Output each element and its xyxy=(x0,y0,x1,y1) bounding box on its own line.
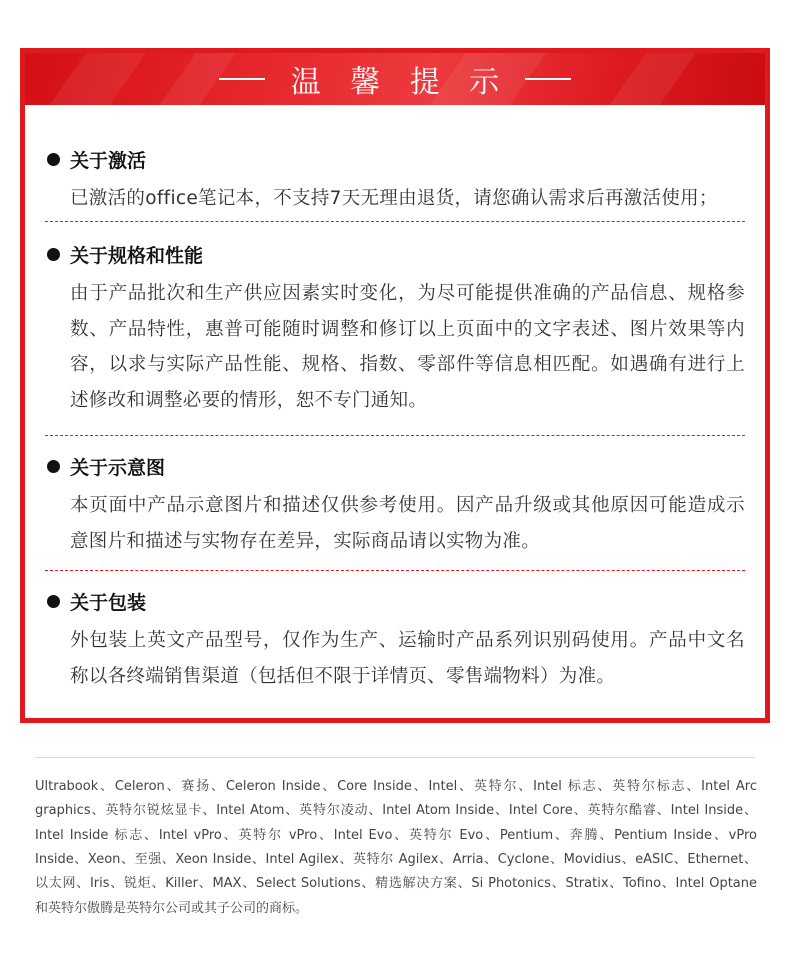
divider xyxy=(45,570,745,571)
notice-box xyxy=(20,48,770,723)
banner-line-right xyxy=(525,78,571,80)
section-activation xyxy=(45,146,745,217)
banner-title xyxy=(25,53,765,105)
trademark-line: Ultrabook、Celeron、赛扬、Celeron Inside、Core Inside、Intel、英特尔、Intel 标志、英特尔标志、Intel Arc xyxy=(35,779,757,794)
section-title: 关于规格和性能 xyxy=(70,244,204,267)
section-packaging xyxy=(45,588,745,694)
trademark-notice xyxy=(35,775,757,896)
divider xyxy=(45,435,745,436)
trademark-line: graphics、英特尔锐炫显卡、Intel Atom、英特尔凌动、Intel Atom Inside、Intel Core、英特尔酷睿、Intel Inside、 xyxy=(35,803,757,819)
banner xyxy=(25,53,765,105)
section-body: 外包装上英文产品型号，仅作为生产、运输时产品系列识别码使用。产品中文名称以各终端销售渠道（包括但不限于详情页、零售端物料）为准。 xyxy=(70,630,745,687)
trademark-line: Inside、Xeon、至强、Xeon Inside、Intel Agilex、英特尔 Agilex、Arria、Cyclone、Movidius、eASIC、Ethernet、 xyxy=(35,851,757,867)
section-body: 已激活的office笔记本，不支持7天无理由退货，请您确认需求后再激活使用； xyxy=(70,188,718,209)
trademark-line: Intel Inside 标志、Intel vPro、英特尔 vPro、Intel Evo、英特尔 Evo、Pentium、奔腾、Pentium Inside、vPro xyxy=(35,827,757,843)
trademark-last-line: 和英特尔傲腾是英特尔公司或其子公司的商标。 xyxy=(35,901,309,916)
bullet-icon xyxy=(47,595,60,608)
divider xyxy=(45,221,745,222)
trademark-line: 以太网、Iris、锐炬、Killer、MAX、Select Solutions、精选解决方案、Si Photonics、Stratix、Tofino、Intel Optane xyxy=(35,876,757,892)
bullet-icon xyxy=(47,153,60,166)
footer-rule xyxy=(35,757,755,758)
section-title: 关于激活 xyxy=(70,149,147,172)
section-specs xyxy=(45,241,745,418)
section-body: 由于产品批次和生产供应因素实时变化，为尽可能提供准确的产品信息、规格参数、产品特性，惠普可能随时调整和修订以上页面中的文字表述、图片效果等内容，以求与实际产品性能、规格、指数、零部件等信息相匹配。如遇确有进行上述修改和调整必要的情形，恕不专门通知。 xyxy=(70,283,745,411)
bullet-icon xyxy=(47,248,60,261)
section-body: 本页面中产品示意图片和描述仅供参考使用。因产品升级或其他原因可能造成示意图片和描述与实物存在差异，实际商品请以实物为准。 xyxy=(70,495,745,552)
bullet-icon xyxy=(47,460,60,473)
section-title: 关于示意图 xyxy=(70,456,166,479)
banner-title-text: 温 馨 提 示 xyxy=(290,65,510,100)
banner-line-left xyxy=(219,78,265,80)
section-title: 关于包装 xyxy=(70,591,147,614)
section-illustration xyxy=(45,453,745,559)
